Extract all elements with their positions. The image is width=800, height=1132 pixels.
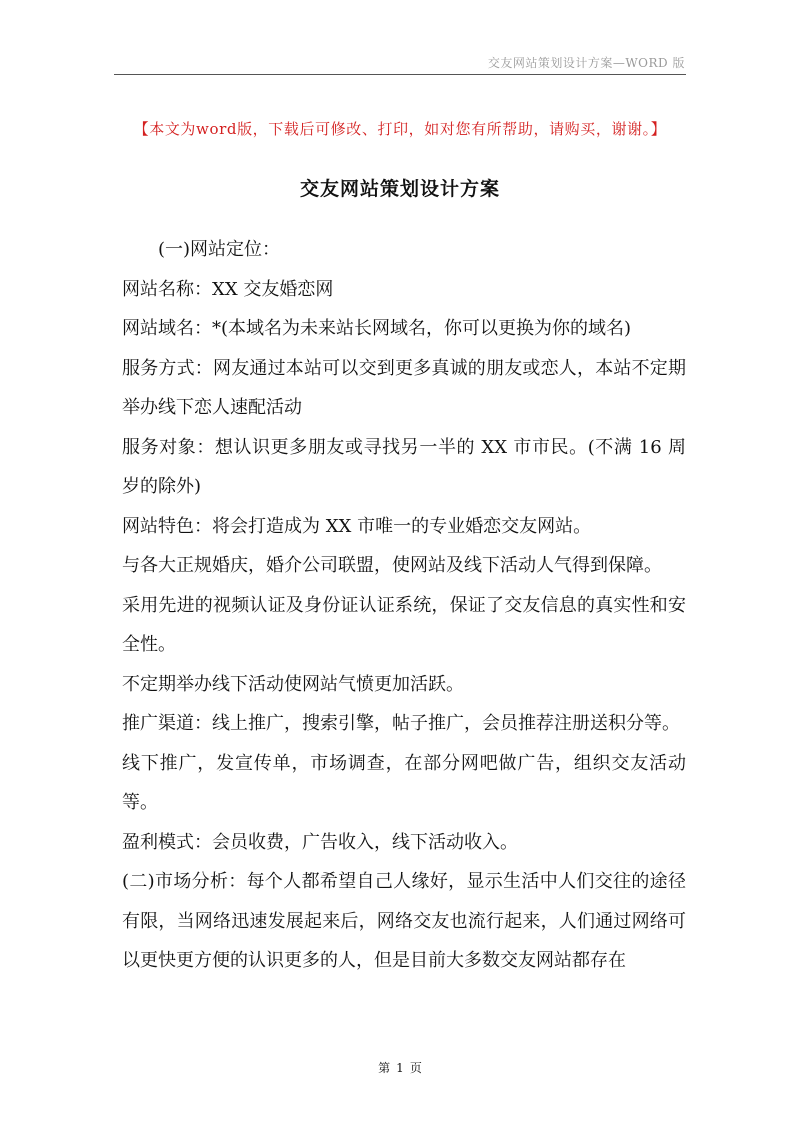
paragraph-verification: 采用先进的视频认证及身份证认证系统，保证了交友信息的真实性和安全性。 (122, 594, 686, 655)
footer-prefix: 第 (378, 1061, 391, 1075)
paragraph-site-name: 网站名称：XX 交友婚恋网 (122, 278, 334, 300)
page-footer (0, 1059, 800, 1076)
paragraph-offline-promotion: 线下推广，发宣传单，市场调查，在部分网吧做广告，组织交友活动等。 (122, 752, 686, 813)
page-number: 1 (396, 1061, 404, 1075)
document-body (122, 230, 686, 981)
header-divider (114, 74, 686, 75)
paragraph-service-target: 服务对象：想认识更多朋友或寻找另一半的 XX 市市民。(不满 16 周岁的除外) (122, 436, 686, 497)
paragraph-site-domain: 网站域名：*(本域名为未来站长网域名，你可以更换为你的域名) (122, 318, 632, 339)
paragraph-market-analysis: (二)市场分析：每个人都希望自己人缘好，显示生活中人们交往的途径有限，当网络迅速发展起来后，网络交友也流行起来，人们通过网络可以更快更方便的认识更多的人，但是目前大多数交友网站都存在 (122, 871, 686, 971)
paragraph-offline-events: 不定期举办线下活动使网站气愤更加活跃。 (122, 673, 464, 695)
paragraph-service-mode: 服务方式：网友通过本站可以交到更多真诚的朋友或恋人，本站不定期举办线下恋人速配活动 (122, 357, 686, 418)
header-title: 交友网站策划设计方案—WORD 版 (487, 56, 685, 70)
purchase-notice: 【本文为word版，下载后可修改、打印，如对您有所帮助，请购买，谢谢。】 (133, 120, 667, 138)
document-title: 交友网站策划设计方案 (299, 178, 500, 200)
paragraph-section-1-heading: (一)网站定位： (158, 239, 281, 260)
paragraph-alliance: 与各大正规婚庆，婚介公司联盟，使网站及线下活动人气得到保障。 (122, 555, 662, 576)
paragraph-site-features: 网站特色：将会打造成为 XX 市唯一的专业婚恋交友网站。 (122, 515, 592, 537)
paragraph-online-promotion: 推广渠道：线上推广，搜索引擎，帖子推广，会员推荐注册送积分等。 (122, 713, 680, 734)
paragraph-profit-model: 盈利模式：会员收费，广告收入，线下活动收入。 (122, 831, 518, 853)
footer-suffix: 页 (409, 1061, 422, 1075)
